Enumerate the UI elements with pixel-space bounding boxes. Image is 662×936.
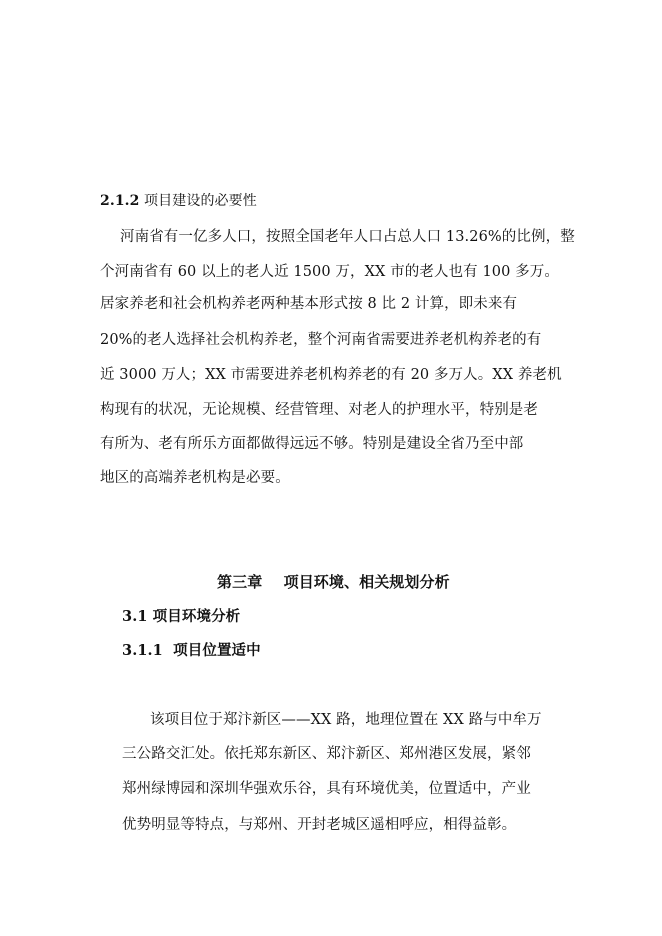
section-heading-3-1-1: 3.1.1 项目位置适中 <box>122 642 261 659</box>
paragraph-line: 优势明显等特点，与郑州、开封老城区遥相呼应，相得益彰。 <box>122 817 517 833</box>
paragraph-line: 河南省有一亿多人口，按照全国老年人口占总人口 13.26%的比例，整 <box>120 229 575 245</box>
paragraph-line: 居家养老和社会机构养老两种基本形式按 8 比 2 计算，即未来有 <box>100 296 518 312</box>
paragraph-line: 三公路交汇处。依托郑东新区、郑汴新区、郑州港区发展，紧邻 <box>122 746 531 762</box>
paragraph-line: 有所为、老有所乐方面都做得远远不够。特别是建设全省乃至中部 <box>100 436 524 452</box>
paragraph-line: 该项目位于郑汴新区——XX 路，地理位置在 XX 路与中牟万 <box>150 712 542 728</box>
paragraph-line: 近 3000 万人；XX 市需要进养老机构养老的有 20 多万人。XX 养老机 <box>100 367 562 383</box>
section-title: 项目建设的必要性 <box>144 193 257 209</box>
paragraph-line: 20%的老人选择社会机构养老，整个河南省需要进养老机构养老的有 <box>100 332 542 348</box>
section-heading-2-1-2 <box>100 191 257 211</box>
paragraph-line: 地区的高端养老机构是必要。 <box>100 470 290 486</box>
section-heading-3-1: 3.1 项目环境分析 <box>122 608 241 625</box>
paragraph-line: 个河南省有 60 以上的老人近 1500 万，XX 市的老人也有 100 多万。 <box>100 264 559 280</box>
section-number: 2.1.2 <box>100 193 140 209</box>
paragraph-line: 郑州绿博园和深圳华强欢乐谷，具有环境优美，位置适中，产业 <box>122 781 531 797</box>
paragraph-line: 构现有的状况，无论规模、经营管理、对老人的护理水平，特别是老 <box>100 402 538 418</box>
chapter-title: 第三章 项目环境、相关规划分析 <box>217 573 450 591</box>
